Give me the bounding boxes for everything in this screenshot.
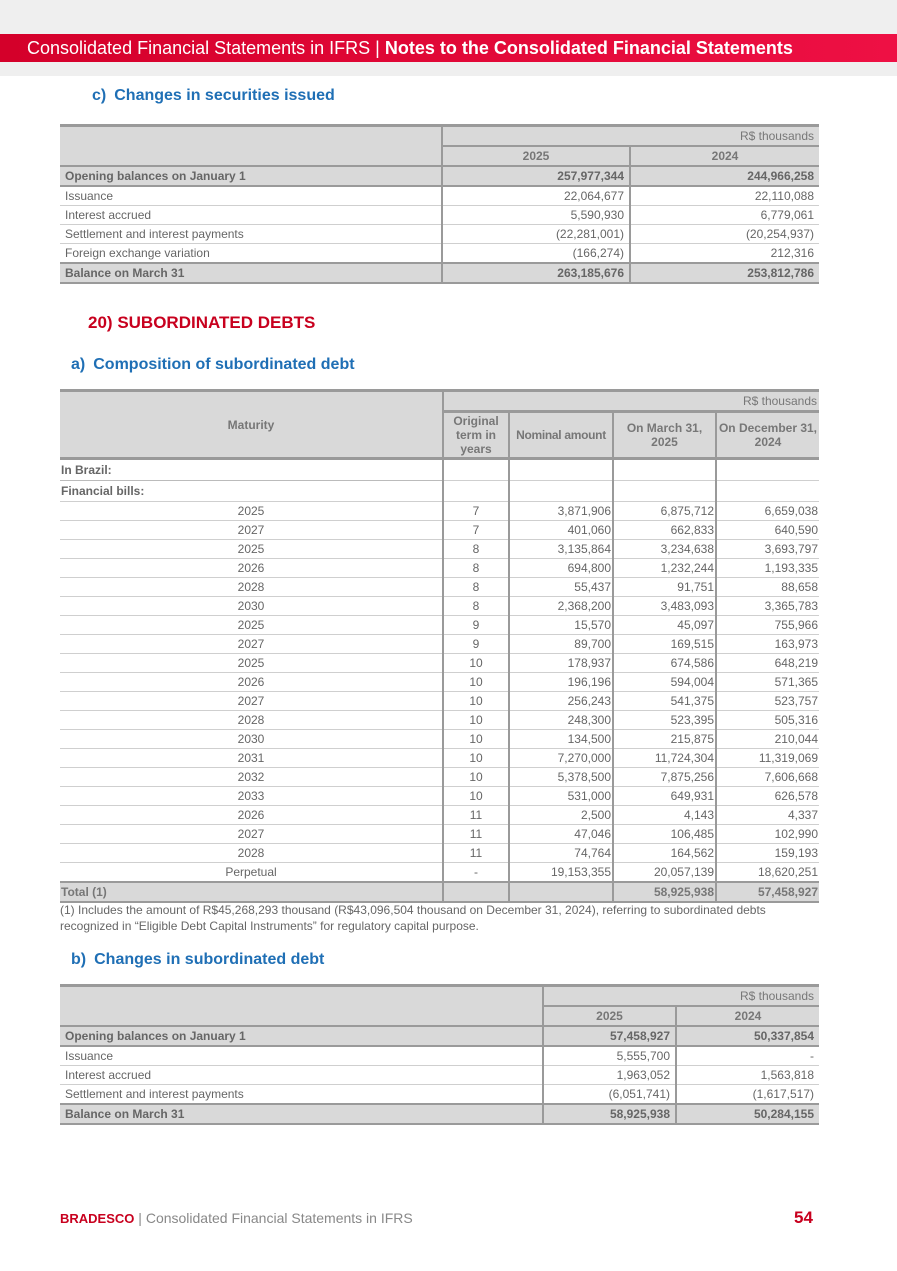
table-row: 2027 7 401,060 662,833 640,590 xyxy=(60,521,819,540)
header-doc-title: Consolidated Financial Statements in IFRS xyxy=(27,38,371,58)
composition-unit: R$ thousands xyxy=(443,391,819,412)
group-in-brazil: In Brazil: xyxy=(60,459,443,481)
table-row: 2025 8 3,135,864 3,234,638 3,693,797 xyxy=(60,540,819,559)
table-row: Issuance 22,064,677 22,110,088 xyxy=(60,186,819,206)
table-row: Issuance 5,555,700 - xyxy=(60,1046,819,1066)
table-row: Balance on March 31 58,925,938 50,284,155 xyxy=(60,1104,819,1124)
table-row: 2030 10 134,500 215,875 210,044 xyxy=(60,730,819,749)
table-row: Settlement and interest payments (22,281,001) (20,254,937) xyxy=(60,225,819,244)
table-row: 2026 10 196,196 594,004 571,365 xyxy=(60,673,819,692)
securities-unit: R$ thousands xyxy=(442,126,819,147)
table-row: 2025 7 3,871,906 6,875,712 6,659,038 xyxy=(60,502,819,521)
changes-col-2024: 2024 xyxy=(676,1006,819,1026)
table-row: Opening balances on January 1 257,977,344 244,966,258 xyxy=(60,166,819,186)
table-row: 2028 11 74,764 164,562 159,193 xyxy=(60,844,819,863)
table-row: 2025 10 178,937 674,586 648,219 xyxy=(60,654,819,673)
group-row xyxy=(60,481,819,502)
group-financial-bills: Financial bills: xyxy=(60,481,443,502)
table-row: 2032 10 5,378,500 7,875,256 7,606,668 xyxy=(60,768,819,787)
table-row: Perpetual - 19,153,355 20,057,139 18,620,251 xyxy=(60,863,819,883)
changes-heading: b) Changes in subordinated debt xyxy=(71,951,325,968)
table-row: Opening balances on January 1 57,458,927 50,337,854 xyxy=(60,1026,819,1046)
table-row: 2026 11 2,500 4,143 4,337 xyxy=(60,806,819,825)
securities-table xyxy=(60,124,819,284)
total-row: Total (1) 58,925,938 57,458,927 xyxy=(60,882,819,902)
table-row: 2028 8 55,437 91,751 88,658 xyxy=(60,578,819,597)
composition-heading: a) Composition of subordinated debt xyxy=(71,356,355,373)
col-nominal: Nominal amount xyxy=(509,412,613,459)
table-row: 2028 10 248,300 523,395 505,316 xyxy=(60,711,819,730)
page-header-banner xyxy=(0,34,897,62)
page-footer xyxy=(60,1210,413,1226)
changes-table xyxy=(60,984,819,1125)
table-row: 2027 11 47,046 106,485 102,990 xyxy=(60,825,819,844)
table-row: 2025 9 15,570 45,097 755,966 xyxy=(60,616,819,635)
changes-col-2025: 2025 xyxy=(543,1006,676,1026)
table-row: 2033 10 531,000 649,931 626,578 xyxy=(60,787,819,806)
securities-col-2025: 2025 xyxy=(442,146,630,166)
footer-separator: | xyxy=(134,1210,146,1226)
table-row: 2026 8 694,800 1,232,244 1,193,335 xyxy=(60,559,819,578)
group-row xyxy=(60,459,819,481)
col-march: On March 31, 2025 xyxy=(613,412,716,459)
footer-brand: BRADESCO xyxy=(60,1211,135,1226)
table-row: Settlement and interest payments (6,051,741) (1,617,517) xyxy=(60,1085,819,1105)
composition-table xyxy=(60,389,819,903)
header-bottom-strip xyxy=(0,62,897,76)
table-row: Interest accrued 5,590,930 6,779,061 xyxy=(60,206,819,225)
table-row: 2027 10 256,243 541,375 523,757 xyxy=(60,692,819,711)
col-december: On December 31, 2024 xyxy=(716,412,819,459)
table-row: Interest accrued 1,963,052 1,563,818 xyxy=(60,1066,819,1085)
composition-footnote: (1) Includes the amount of R$45,268,293 thousand (R$43,096,504 thousand on December 31, 2024), referring to subordinated debts recognized in “Eligible Debt Capital Instruments” for regulatory capital purpose. xyxy=(60,903,766,933)
header-section-title: Notes to the Consolidated Financial Statements xyxy=(384,38,793,58)
col-term: Original term in years xyxy=(443,412,509,459)
table-row: Balance on March 31 263,185,676 253,812,786 xyxy=(60,263,819,283)
table-row: Foreign exchange variation (166,274) 212,316 xyxy=(60,244,819,264)
table-row: 2030 8 2,368,200 3,483,093 3,365,783 xyxy=(60,597,819,616)
table-row: 2027 9 89,700 169,515 163,973 xyxy=(60,635,819,654)
securities-col-2024: 2024 xyxy=(630,146,819,166)
footer-text: Consolidated Financial Statements in IFRS xyxy=(145,1210,413,1226)
header-separator: | xyxy=(370,38,385,58)
col-maturity: Maturity xyxy=(60,391,443,459)
securities-heading: c) Changes in securities issued xyxy=(92,87,335,104)
changes-unit: R$ thousands xyxy=(543,986,819,1007)
page-number: 54 xyxy=(794,1208,813,1227)
section-20-heading: 20) SUBORDINATED DEBTS xyxy=(88,313,316,332)
top-margin xyxy=(0,0,897,34)
table-row: 2031 10 7,270,000 11,724,304 11,319,069 xyxy=(60,749,819,768)
